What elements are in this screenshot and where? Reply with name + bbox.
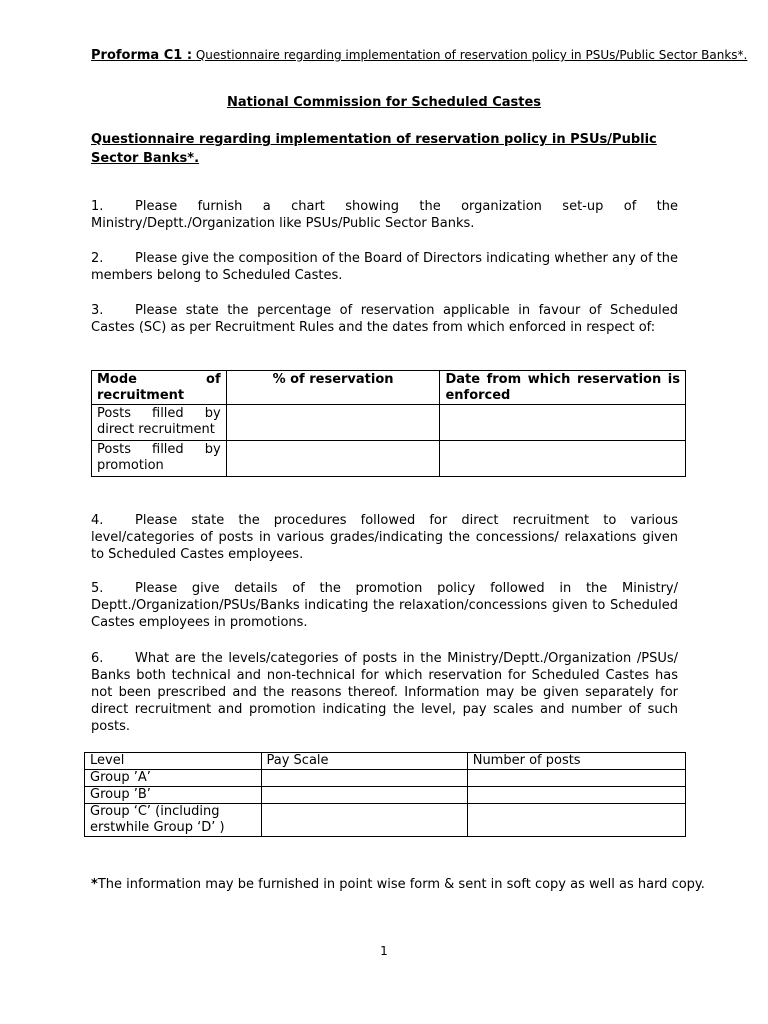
table-row bbox=[85, 770, 686, 787]
row-label-word: filled bbox=[152, 442, 184, 457]
question-text: Please give the composition of the Board of Directors indicating whether any of the members belong to Scheduled Castes. bbox=[91, 251, 678, 283]
number-of-posts-cell[interactable] bbox=[467, 787, 685, 804]
row-label-word: filled bbox=[152, 406, 184, 421]
proforma-text: Questionnaire regarding implementation of reservation policy in PSUs/Public Sector Banks*. bbox=[195, 48, 748, 62]
table-header-row bbox=[85, 753, 686, 770]
row-label-word: Posts bbox=[97, 406, 131, 421]
pay-scale-cell[interactable] bbox=[261, 770, 467, 787]
row-label-word: promotion bbox=[97, 458, 164, 473]
question-number: 4. bbox=[91, 513, 104, 528]
header-mode-word: Mode bbox=[97, 372, 137, 387]
question-number: 6. bbox=[91, 651, 104, 666]
question-text: Please give details of the promotion policy followed in the Ministry/ Deptt./Organization/PSUs/Banks indicating the relaxation/concessions given to Scheduled Castes employees in promotions. bbox=[91, 581, 678, 630]
header-percent: % of reservation bbox=[226, 371, 440, 405]
header-pay-scale: Pay Scale bbox=[261, 753, 467, 770]
percent-cell[interactable] bbox=[226, 441, 440, 477]
question-number: 1. bbox=[91, 199, 104, 214]
proforma-header bbox=[91, 46, 748, 65]
header-mode-word: recruitment bbox=[97, 388, 185, 403]
table-header-row bbox=[92, 371, 686, 405]
question-number: 2. bbox=[91, 251, 104, 266]
question-3 bbox=[91, 302, 678, 336]
question-6 bbox=[91, 650, 678, 735]
pay-scale-cell[interactable] bbox=[261, 804, 467, 837]
header-mode bbox=[92, 371, 227, 405]
date-cell[interactable] bbox=[440, 441, 686, 477]
row-label-word: by bbox=[204, 442, 221, 457]
header-level: Level bbox=[85, 753, 262, 770]
question-4 bbox=[91, 512, 678, 563]
question-2 bbox=[91, 250, 678, 284]
posts-table bbox=[84, 752, 686, 837]
org-title: National Commission for Scheduled Castes bbox=[226, 95, 542, 110]
header-date: Date from which reservation is enforced bbox=[440, 371, 686, 405]
header-number-of-posts: Number of posts bbox=[467, 753, 685, 770]
date-cell[interactable] bbox=[440, 405, 686, 441]
number-of-posts-cell[interactable] bbox=[467, 770, 685, 787]
footnote bbox=[91, 876, 705, 893]
question-1 bbox=[91, 198, 678, 232]
question-text: What are the levels/categories of posts in the Ministry/Deptt./Organization /PSUs/ Banks both technical and non-technical for which reservation for Scheduled Castes has not been prescribed and the reasons thereof. Information may be given separately for direct recruitment and promotion indicating the level, pay scales and number of such posts. bbox=[91, 651, 678, 734]
table-row bbox=[92, 441, 686, 477]
reservation-table bbox=[91, 370, 686, 477]
question-number: 3. bbox=[91, 303, 104, 318]
level-cell: Group ’A’ bbox=[85, 770, 262, 787]
pay-scale-cell[interactable] bbox=[261, 787, 467, 804]
question-text: Please furnish a chart showing the organization set-up of the Ministry/Deptt./Organization like PSUs/Public Sector Banks. bbox=[91, 199, 678, 231]
question-text: Please state the percentage of reservation applicable in favour of Scheduled Castes (SC) as per Recruitment Rules and the dates from which enforced in respect of: bbox=[91, 303, 678, 335]
question-number: 5. bbox=[91, 581, 104, 596]
table-row bbox=[85, 804, 686, 837]
level-cell: Group ’B’ bbox=[85, 787, 262, 804]
header-mode-word: of bbox=[206, 372, 221, 387]
row-label bbox=[92, 441, 227, 477]
footnote-text: The information may be furnished in point wise form & sent in soft copy as well as hard copy. bbox=[97, 877, 705, 892]
page-number: 1 bbox=[380, 944, 388, 958]
question-text: Please state the procedures followed for direct recruitment to various level/categories of posts in various grades/indicating the concessions/ relaxations given to Scheduled Castes employees. bbox=[91, 513, 678, 562]
row-label-word: by bbox=[204, 406, 221, 421]
level-cell: Group ‘C’ (including erstwhile Group ‘D’ ) bbox=[85, 804, 262, 837]
proforma-label: Proforma C1 : bbox=[91, 48, 193, 63]
table-row bbox=[92, 405, 686, 441]
questionnaire-title: Questionnaire regarding implementation of reservation policy in PSUs/Public Sector Banks*. bbox=[91, 132, 657, 166]
row-label bbox=[92, 405, 227, 441]
question-5 bbox=[91, 580, 678, 631]
footnote-star: * bbox=[91, 877, 98, 892]
row-label-word: direct recruitment bbox=[97, 422, 215, 437]
row-label-word: Posts bbox=[97, 442, 131, 457]
number-of-posts-cell[interactable] bbox=[467, 804, 685, 837]
percent-cell[interactable] bbox=[226, 405, 440, 441]
table-row bbox=[85, 787, 686, 804]
